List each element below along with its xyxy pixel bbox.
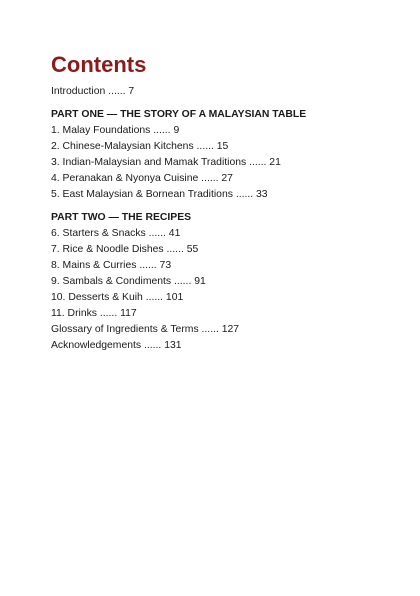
toc-list <box>51 84 391 354</box>
toc-entry-introduction: Introduction ...... 7 <box>51 86 135 97</box>
toc-entry: 5. East Malaysian & Bornean Traditions ...... 33 <box>51 189 268 200</box>
toc-entry: 4. Peranakan & Nyonya Cuisine ...... 27 <box>51 173 233 184</box>
toc-entry: 8. Mains & Curries ...... 73 <box>51 260 172 271</box>
part-two-heading: PART TWO — THE RECIPES <box>51 212 192 223</box>
toc-entry: 1. Malay Foundations ...... 9 <box>51 125 180 136</box>
toc-entry: 10. Desserts & Kuih ...... 101 <box>51 292 184 303</box>
toc-entry: 9. Sambals & Condiments ...... 91 <box>51 276 206 287</box>
toc-entry: 7. Rice & Noodle Dishes ...... 55 <box>51 244 199 255</box>
toc-entry: 2. Chinese-Malaysian Kitchens ...... 15 <box>51 141 229 152</box>
toc-entry-acknowledgements: Acknowledgements ...... 131 <box>51 340 182 351</box>
part-one-heading: PART ONE — THE STORY OF A MALAYSIAN TABLE <box>51 109 307 120</box>
toc-entry: 3. Indian-Malaysian and Mamak Traditions ...... 21 <box>51 157 281 168</box>
page-title: Contents <box>51 52 147 77</box>
toc-entry-glossary: Glossary of Ingredients & Terms ...... 127 <box>51 324 240 335</box>
toc-entry: 11. Drinks ...... 117 <box>51 308 137 319</box>
toc-entry: 6. Starters & Snacks ...... 41 <box>51 228 181 239</box>
